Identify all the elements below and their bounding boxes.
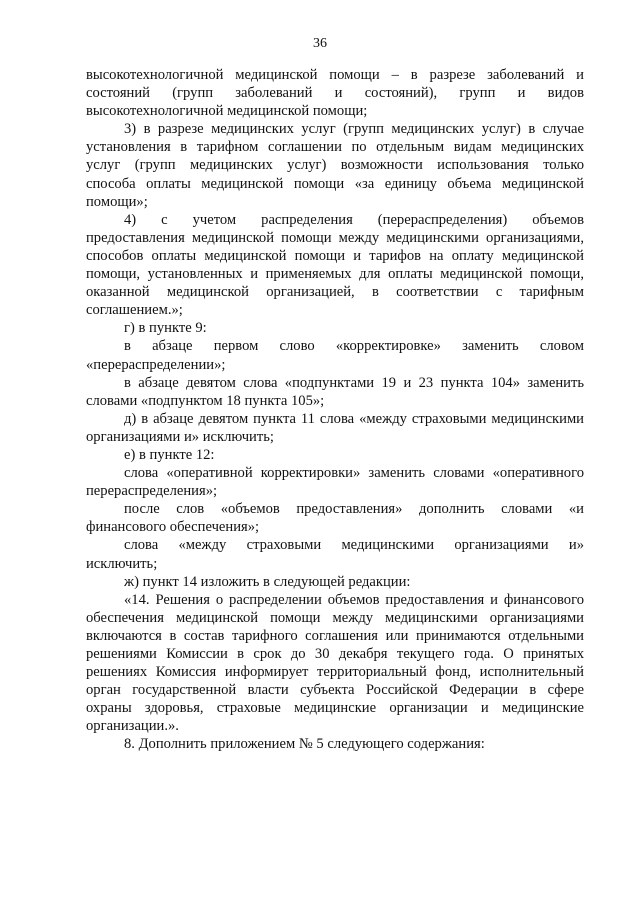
text-line: 8. Дополнить приложением № 5 следующего содержания: <box>124 736 485 753</box>
text-line: 4) с учетом распределения (перераспределения) объемов <box>124 211 584 228</box>
text-line: «14. Решения о распределении объемов предоставления и финансового <box>124 591 584 608</box>
text-line: словами «подпунктом 18 пункта 105»; <box>86 392 325 409</box>
text-line: слова «оперативной корректировки» заменить словами «оперативного <box>124 465 584 482</box>
text-line: высокотехнологичной медицинской помощи – в разрезе заболеваний и <box>86 67 584 83</box>
text-line: «перераспределении»; <box>86 356 226 373</box>
text-line: включаются в состав тарифного соглашения или принимаются отдельными <box>86 627 584 644</box>
text-line: исключить; <box>86 555 158 572</box>
text-line: способов оплаты медицинской помощи и тарифов на оплату медицинской <box>86 247 584 264</box>
text-line: г) в пункте 9: <box>124 320 207 337</box>
text-line: охраны здоровья, страховые медицинские организации и медицинские <box>86 700 584 717</box>
text-line: орган государственной власти субъекта Российской Федерации в сфере <box>86 682 584 699</box>
text-line: организации.». <box>86 718 179 735</box>
text-line: е) в пункте 12: <box>124 446 215 463</box>
text-line: способа оплаты медицинской помощи «за единицу объема медицинской <box>86 175 584 192</box>
text-line: финансового обеспечения»; <box>86 519 260 536</box>
text-line: помощи, установленных и применяемых для оплаты медицинской помощи, <box>86 266 584 283</box>
text-line: слова «между страховыми медицинскими организациями и» <box>124 537 584 554</box>
text-line: в абзаце девятом слова «подпунктами 19 и 23 пункта 104» заменить <box>124 374 584 391</box>
text-line: предоставления медицинской помощи между медицинскими организациями, <box>86 229 584 246</box>
text-line: в абзаце первом слово «корректировке» заменить словом <box>124 338 584 355</box>
text-line: установления в тарифном соглашении по отдельным видам медицинских <box>86 139 584 156</box>
text-line: соглашением.»; <box>86 302 183 319</box>
text-line: услуг (групп медицинских услуг) возможности использования только <box>86 157 584 174</box>
text-line: помощи»; <box>86 193 148 210</box>
text-line: высокотехнологичной медицинской помощи; <box>86 103 368 120</box>
text-line: оказанной медицинской организацией, в соответствии с тарифным <box>86 284 584 301</box>
text-line: после слов «объемов предоставления» дополнить словами «и <box>124 501 584 518</box>
text-line: решениями Комиссии в срок до 30 декабря текущего года. О принятых <box>86 646 584 662</box>
document-body <box>86 66 584 754</box>
text-line: перераспределения»; <box>86 483 218 500</box>
text-line: решениях Комиссия информирует территориальный фонд, исполнительный <box>86 664 584 681</box>
text-line: д) в абзаце девятом пункта 11 слова «между страховыми медицинскими <box>124 410 584 427</box>
text-line: 3) в разрезе медицинских услуг (групп медицинских услуг) в случае <box>124 121 584 138</box>
text-line: состояний (групп заболеваний и состояний), групп и видов <box>86 85 584 102</box>
text-line: ж) пункт 14 изложить в следующей редакции: <box>124 573 411 590</box>
page-number: 36 <box>313 36 327 51</box>
text-line: организациями и» исключить; <box>86 428 274 445</box>
text-line: обеспечения медицинской помощи между медицинскими организациями <box>86 609 584 626</box>
